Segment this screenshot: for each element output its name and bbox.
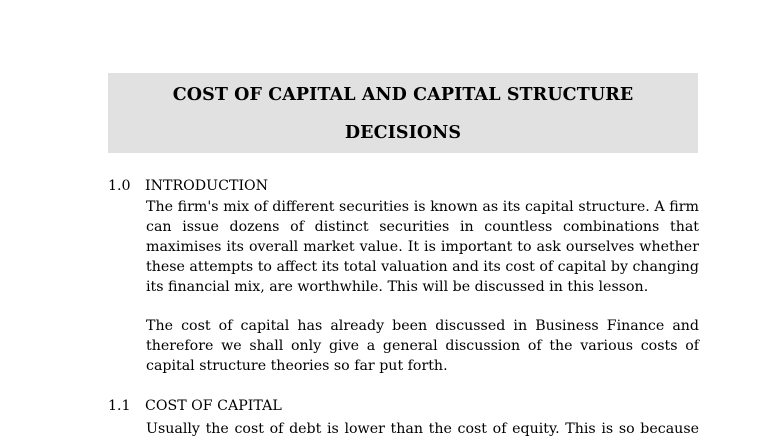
text-line: Usually the cost of debt is lower than the cost of equity. This is so because: [146, 421, 699, 437]
title-banner: [108, 73, 698, 153]
section-title: INTRODUCTION: [145, 178, 269, 194]
section-number: 1.1: [108, 398, 131, 414]
section-heading-introduction: [108, 177, 268, 195]
text-line: capital structure theories so far put forth.: [146, 358, 448, 374]
text-line: therefore we shall only give a general discussion of the various costs of: [146, 338, 699, 354]
text-line: The cost of capital has already been discussed in Business Finance and: [146, 318, 699, 334]
document-title-line-2: DECISIONS: [344, 123, 462, 143]
text-line: The firm's mix of different securities is known as its capital structure. A firm: [146, 199, 699, 215]
section-heading-cost-of-capital: [108, 397, 282, 415]
document-title-line-1: COST OF CAPITAL AND CAPITAL STRUCTURE: [172, 85, 634, 105]
text-line: maximises its overall market value. It is important to ask ourselves whether: [146, 239, 699, 255]
section-number: 1.0: [108, 178, 131, 194]
section-title: COST OF CAPITAL: [145, 398, 282, 414]
text-line: its financial mix, are worthwhile. This will be discussed in this lesson.: [146, 279, 649, 295]
text-line: can issue dozens of distinct securities in countless combinations that: [146, 219, 699, 235]
text-line: these attempts to affect its total valuation and its cost of capital by changing: [146, 259, 699, 275]
